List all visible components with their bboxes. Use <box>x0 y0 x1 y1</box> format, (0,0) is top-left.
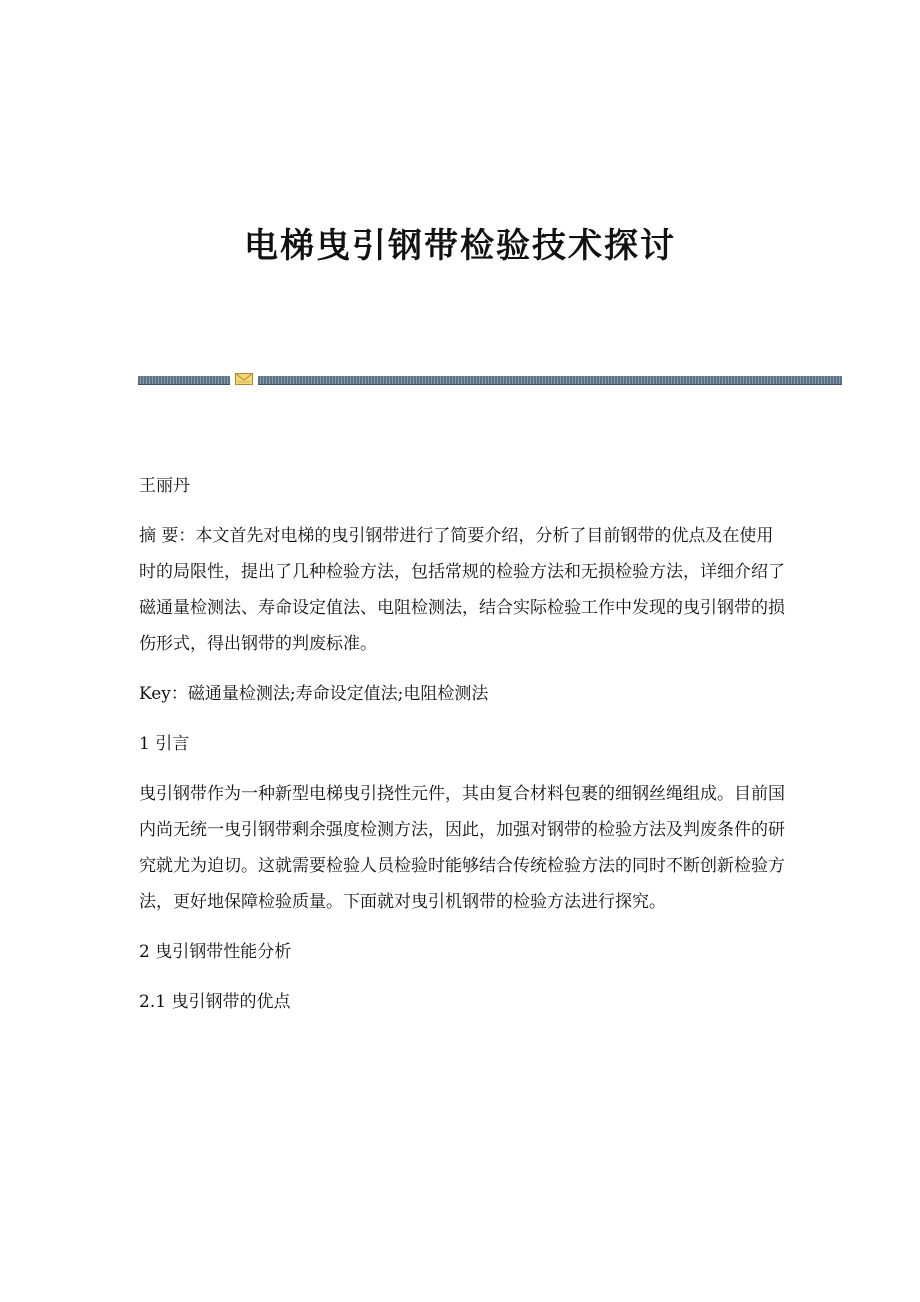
divider-bar-left <box>138 376 230 385</box>
section-1-paragraph: 曳引钢带作为一种新型电梯曳引挠性元件，其由复合材料包裹的细钢丝绳组成。目前国内尚无统一曳引钢带剩余强度检测方法，因此，加强对钢带的检验方法及判废条件的研究就尤为迫切。这就需要检验人员检验时能够结合传统检验方法的同时不断创新检验方法，更好地保障检验质量。下面就对曳引机钢带的检验方法进行探究。 <box>139 784 785 912</box>
section-2-1-heading: 2.1 曳引钢带的优点 <box>139 992 291 1012</box>
document-title: 电梯曳引钢带检验技术探讨 <box>244 226 676 266</box>
section-2-heading: 2 曳引钢带性能分析 <box>139 942 292 962</box>
author-name: 王丽丹 <box>139 476 190 496</box>
section-1-heading: 1 引言 <box>139 734 190 754</box>
divider-bar-right <box>258 376 842 385</box>
envelope-ornament-icon <box>235 373 253 385</box>
abstract-paragraph: 摘 要：本文首先对电梯的曳引钢带进行了简要介绍，分析了目前钢带的优点及在使用时的局限性，提出了几种检验方法，包括常规的检验方法和无损检验方法，详细介绍了磁通量检测法、寿命设定值法、电阻检测法，结合实际检验工作中发现的曳引钢带的损伤形式，得出钢带的判废标准。 <box>139 526 785 654</box>
title-divider <box>138 372 842 386</box>
document-body <box>139 468 789 1020</box>
keywords-line: Key：磁通量检测法;寿命设定值法;电阻检测法 <box>139 684 489 704</box>
